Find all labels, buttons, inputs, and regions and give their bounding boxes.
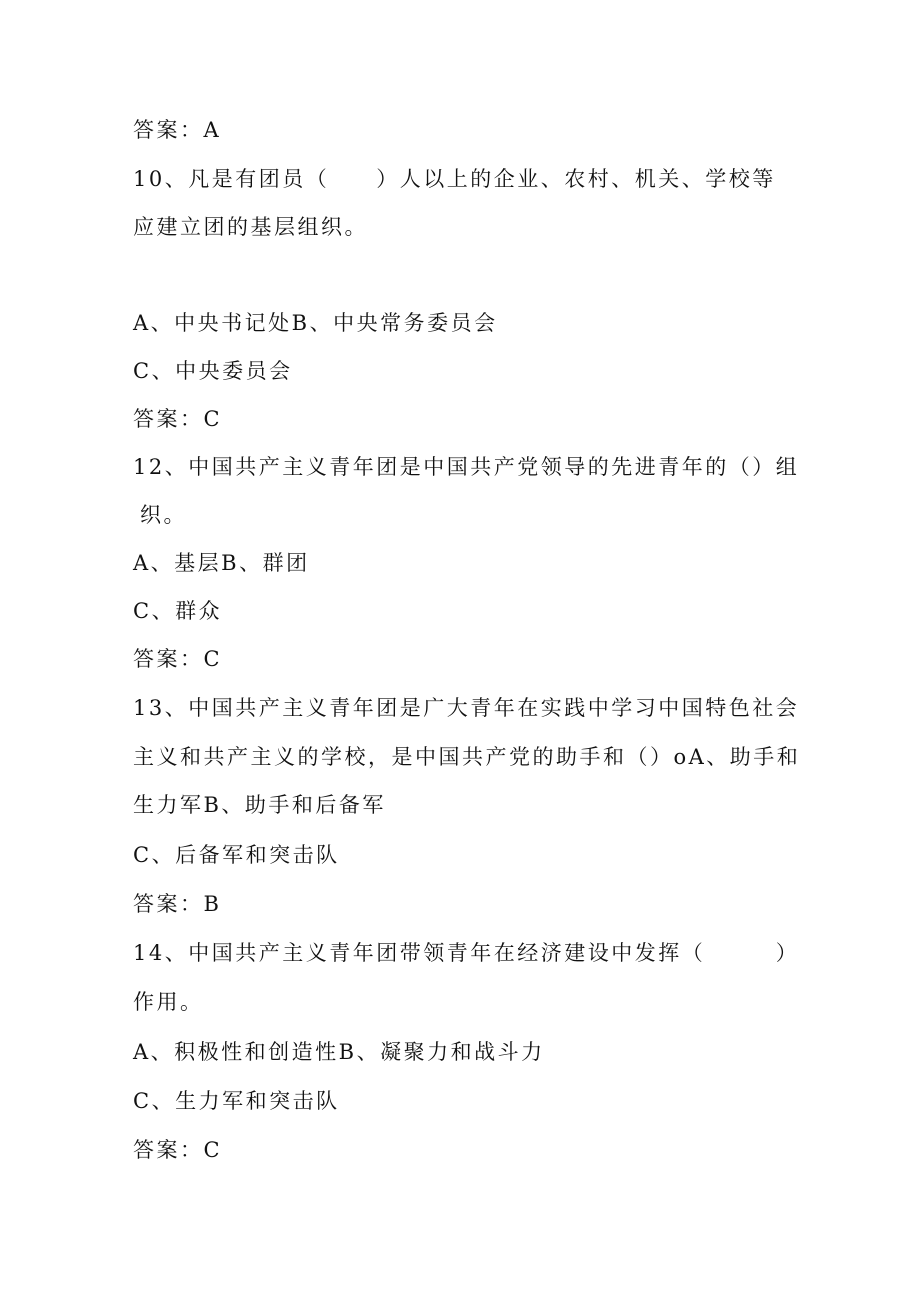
question-13-line-3: 生力军B、助手和后备军 xyxy=(133,793,386,817)
option-line: A、基层B、群团 xyxy=(133,551,310,575)
option-line: C、中央委员会 xyxy=(133,359,293,383)
option-line: A、积极性和创造性B、凝聚力和战斗力 xyxy=(133,1040,545,1064)
question-13-line-2: 主义和共产主义的学校，是中国共产党的助手和（）oA、助手和 xyxy=(133,745,801,769)
answer-line: 答案：C xyxy=(133,647,223,671)
answer-line: 答案：A xyxy=(133,118,222,142)
question-10-line-2: 应建立团的基层组织。 xyxy=(133,215,368,239)
question-14-line-1: 14、中国共产主义青年团带领青年在经济建设中发挥（ ） xyxy=(133,941,800,965)
question-12-line-2: 织。 xyxy=(140,503,187,527)
question-13-line-1: 13、中国共产主义青年团是广大青年在实践中学习中国特色社会 xyxy=(133,696,800,720)
question-14-line-2: 作用。 xyxy=(133,990,204,1014)
option-line: C、生力军和突击队 xyxy=(133,1089,340,1113)
answer-line: 答案：C xyxy=(133,407,223,431)
option-line: C、群众 xyxy=(133,599,223,623)
answer-line: 答案：C xyxy=(133,1138,223,1162)
answer-line: 答案：B xyxy=(133,892,222,916)
question-12-line-1: 12、中国共产主义青年团是中国共产党领导的先进青年的（）组 xyxy=(133,455,800,479)
option-line: A、中央书记处B、中央常务委员会 xyxy=(133,311,498,335)
question-10-line-1: 10、凡是有团员（ ）人以上的企业、农村、机关、学校等 xyxy=(133,167,776,191)
option-line: C、后备军和突击队 xyxy=(133,843,340,867)
